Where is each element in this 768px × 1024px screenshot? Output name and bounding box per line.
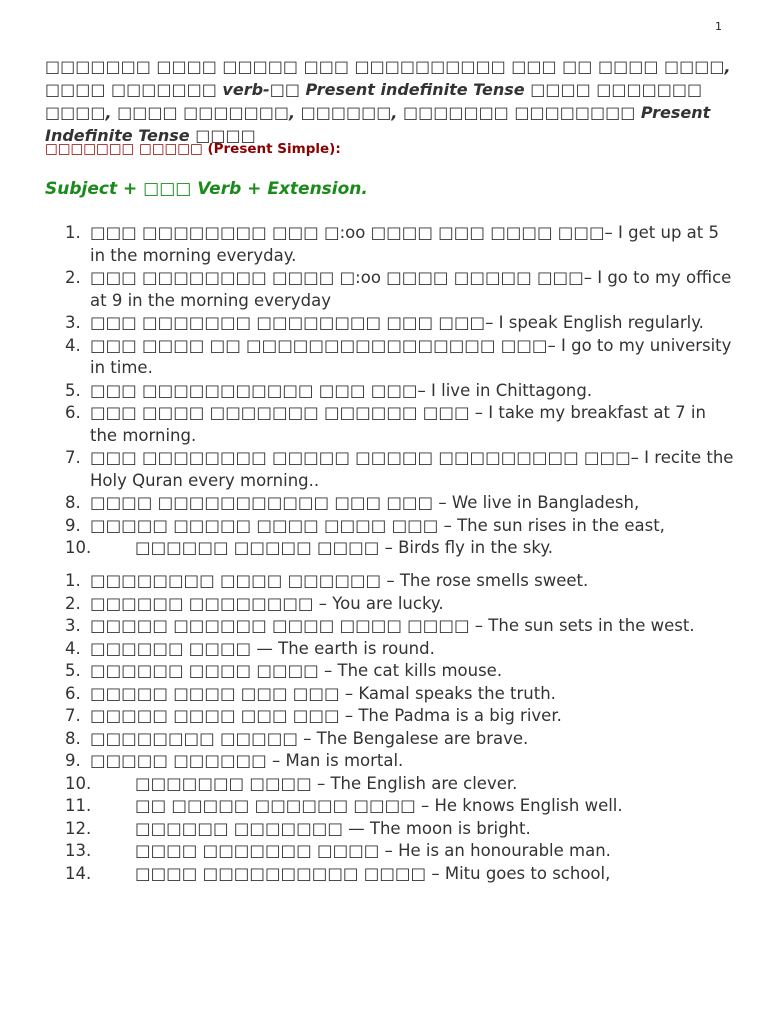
item-number: 1. <box>65 571 81 590</box>
item-number: 2. <box>65 593 81 613</box>
item-number: 13. <box>65 841 92 860</box>
item-number: 7. <box>65 448 81 467</box>
item-text: □□□□ □□□□□□□□□□ □□□□ – Mitu goes to school, <box>135 863 611 883</box>
item-text: □□□ □□□□ □□□□□□□ □□□□□□ □□□ – I take my breakfast at 7 in the morning. <box>90 403 706 445</box>
list-item <box>65 750 735 773</box>
item-text: □□□□□□□□ □□□□ □□□□□□ – The rose smells sweet. <box>90 571 589 590</box>
list-item <box>65 795 735 818</box>
item-text: □□□ □□□□□□□□ □□□□ □:oo □□□□ □□□□□ □□□– I go to my office at 9 in the morning everyday <box>90 268 732 310</box>
item-text: □□□□ □□□□□□□□□□□ □□□ □□□ – We live in Bangladesh, <box>90 493 640 512</box>
item-number: 14. <box>65 863 92 883</box>
list-item <box>65 447 735 492</box>
intro-paragraph: □□□□□□□ □□□□ □□□□□ □□□ □□□□□□□□□□ □□□ □□ □□□□ □□□□, □□□□ □□□□□□□ verb-□□ Present indefinite Tense □□□□ □□□□□□□ □□□□, □□□□ □□□□□□□, □□□□□□, □□□□□□□ □□□□□□□□ Present Indefinite Tense □□□□ <box>45 57 731 145</box>
item-number: 10. <box>65 773 92 793</box>
item-text: □□□□□ □□□□ □□□ □□□ – The Padma is a big river. <box>90 706 562 725</box>
item-text: □□□□□□ □□□□□□□ — The moon is bright. <box>135 818 531 838</box>
item-text: □□□□□ □□□□□□ – Man is mortal. <box>90 751 404 770</box>
item-number: 10. <box>65 538 92 557</box>
list-item <box>65 312 735 335</box>
item-number: 8. <box>65 728 81 748</box>
list-item <box>65 570 735 593</box>
item-number: 11. <box>65 796 92 815</box>
list-item <box>65 492 735 515</box>
list-item <box>65 660 735 683</box>
item-text: □□□ □□□□□□□ □□□□□□□□ □□□ □□□– I speak English regularly. <box>90 313 704 332</box>
item-number: 8. <box>65 493 81 512</box>
list-item <box>65 638 735 661</box>
list-item <box>65 615 735 638</box>
page-number: 1 <box>715 20 722 33</box>
item-text: □□□ □□□□□□□□□□□ □□□ □□□– I live in Chittagong. <box>90 380 593 400</box>
list-item <box>65 818 735 841</box>
list-item <box>65 863 735 886</box>
item-text: □□ □□□□□ □□□□□□ □□□□ – He knows English well. <box>135 796 623 815</box>
item-number: 4. <box>65 335 81 355</box>
list-item <box>65 380 735 403</box>
list-item <box>65 773 735 796</box>
list-item <box>65 593 735 616</box>
list-item <box>65 515 735 538</box>
item-number: 1. <box>65 223 81 242</box>
list-item <box>65 728 735 751</box>
item-number: 2. <box>65 268 81 287</box>
list-item <box>65 840 735 863</box>
item-text: □□□□□□ □□□□□ □□□□ – Birds fly in the sky. <box>135 538 554 557</box>
item-text: □□□□□ □□□□ □□□ □□□ – Kamal speaks the truth. <box>90 683 556 703</box>
list-item <box>65 267 735 312</box>
item-text: □□□□□□□□ □□□□□ – The Bengalese are brave. <box>90 728 529 748</box>
item-number: 5. <box>65 380 81 400</box>
item-number: 7. <box>65 706 81 725</box>
list-item <box>65 222 735 267</box>
item-number: 6. <box>65 403 81 422</box>
example-list-two <box>65 570 735 885</box>
item-number: 3. <box>65 616 81 635</box>
item-text: □□□□□□ □□□□□□□□ – You are lucky. <box>90 593 444 613</box>
item-text: □□□□□□ □□□□ — The earth is round. <box>90 638 435 658</box>
section-heading: □□□□□□□ □□□□□ (Present Simple): <box>45 141 341 157</box>
list-item <box>65 402 735 447</box>
list-item <box>65 335 735 380</box>
item-text: □□□□□ □□□□□□ □□□□ □□□□ □□□□ – The sun sets in the west. <box>90 616 695 635</box>
item-number: 9. <box>65 751 81 770</box>
item-number: 12. <box>65 818 92 838</box>
tense-formula: Subject + □□□ Verb + Extension. <box>45 179 368 199</box>
list-item <box>65 705 735 728</box>
item-text: □□□ □□□□□□□□ □□□ □:oo □□□□ □□□ □□□□ □□□– I get up at 5 in the morning everyday. <box>90 223 720 265</box>
item-text: □□□□□□□ □□□□ – The English are clever. <box>135 773 518 793</box>
list-item <box>65 537 735 560</box>
item-number: 3. <box>65 313 81 332</box>
item-text: □□□ □□□□□□□□ □□□□□ □□□□□ □□□□□□□□□ □□□– I recite the Holy Quran every morning.. <box>90 448 734 490</box>
item-text: □□□□ □□□□□□□ □□□□ – He is an honourable man. <box>135 841 611 860</box>
item-text: □□□□□ □□□□□ □□□□ □□□□ □□□ – The sun rises in the east, <box>90 515 665 535</box>
example-list-one <box>65 222 735 560</box>
item-text: □□□□□□ □□□□ □□□□ – The cat kills mouse. <box>90 661 503 680</box>
list-item <box>65 683 735 706</box>
item-number: 5. <box>65 661 81 680</box>
item-text: □□□ □□□□ □□ □□□□□□□□□□□□□□□□ □□□– I go to my university in time. <box>90 335 732 377</box>
item-number: 4. <box>65 638 81 658</box>
item-number: 6. <box>65 683 81 703</box>
item-number: 9. <box>65 515 81 535</box>
